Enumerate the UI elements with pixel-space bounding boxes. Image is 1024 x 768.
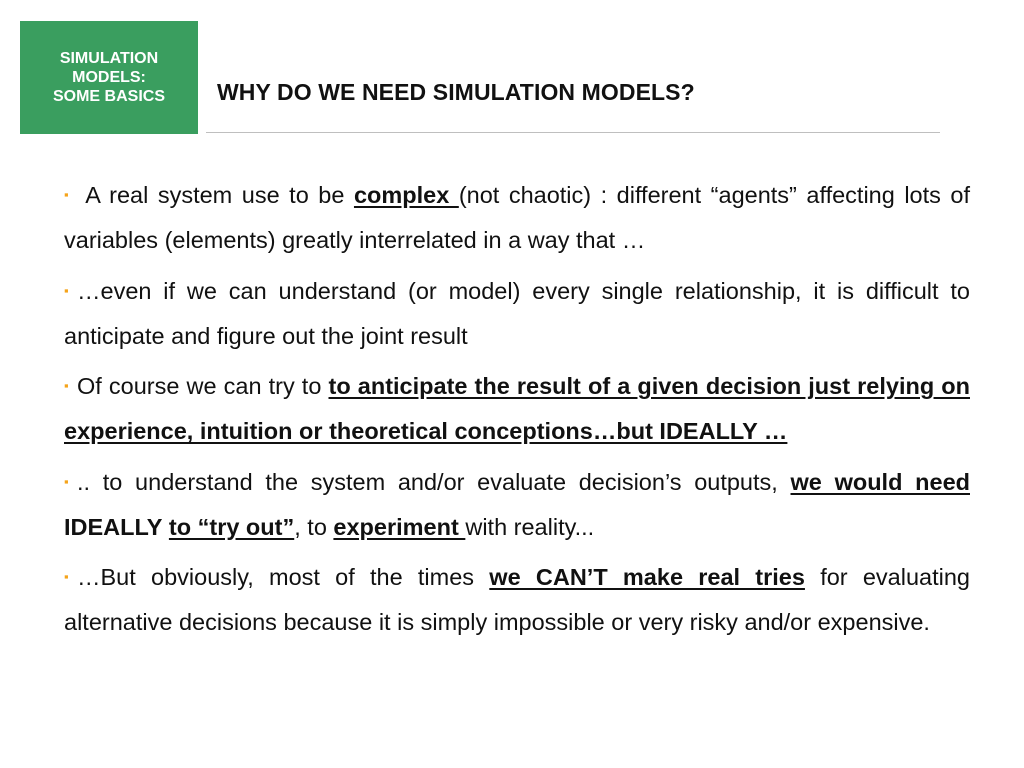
point-4-text-mid: , to xyxy=(294,513,334,540)
point-1-text: A real system use to be xyxy=(85,182,354,208)
bullet-point-3 xyxy=(64,363,970,454)
point-2-text: …even if we can understand (or model) every single relationship, it is difficult to anticipate and figure out the joint result xyxy=(64,277,970,349)
slide-title: WHY DO WE NEED SIMULATION MODELS? xyxy=(217,79,695,105)
point-1-emphasis: complex xyxy=(353,182,459,208)
point-3-emphasis: to anticipate the result of a given decision just relying on experience, intuition or theoretical conceptions…but IDEALLY … xyxy=(64,373,970,445)
badge-line-2: MODELS: xyxy=(72,69,146,86)
badge-line-3: SOME BASICS xyxy=(52,88,165,105)
bullet-point-1 xyxy=(64,172,970,263)
square-bullet-icon: ▪ xyxy=(64,473,69,489)
point-5-text-end: for evaluating alternative decisions because it is simply impossible or very risky and/or expensive. xyxy=(64,564,970,636)
badge-line-1: SIMULATION xyxy=(59,50,159,67)
point-4-text: .. to understand the system and/or evaluate decision’s outputs, xyxy=(77,468,791,495)
point-1-text-end: (not chaotic) : different “agents” affecting lots of variables (elements) greatly interrelated in a way that … xyxy=(64,182,971,253)
bullet-point-5 xyxy=(64,554,970,645)
point-3-text: Of course we can try to xyxy=(77,373,329,400)
point-4-emphasis-2: IDEALLY xyxy=(64,513,163,540)
square-bullet-icon: ▪ xyxy=(64,187,69,202)
point-4-text-end: with reality... xyxy=(465,513,595,540)
square-bullet-icon: ▪ xyxy=(64,282,69,298)
point-4-emphasis-1: we would need xyxy=(790,468,970,495)
point-5-emphasis: we CAN’T make real tries xyxy=(489,564,805,591)
section-badge xyxy=(20,21,198,134)
bullet-list xyxy=(64,172,970,650)
bullet-point-4 xyxy=(64,459,970,550)
point-4-emphasis-4: experiment xyxy=(333,513,466,540)
bullet-point-2 xyxy=(64,268,970,359)
point-5-text: …But obviously, most of the times xyxy=(77,564,490,591)
square-bullet-icon: ▪ xyxy=(64,378,69,394)
square-bullet-icon: ▪ xyxy=(64,569,69,585)
point-4-emphasis-3: to “try out” xyxy=(168,513,295,540)
title-divider xyxy=(206,132,940,133)
